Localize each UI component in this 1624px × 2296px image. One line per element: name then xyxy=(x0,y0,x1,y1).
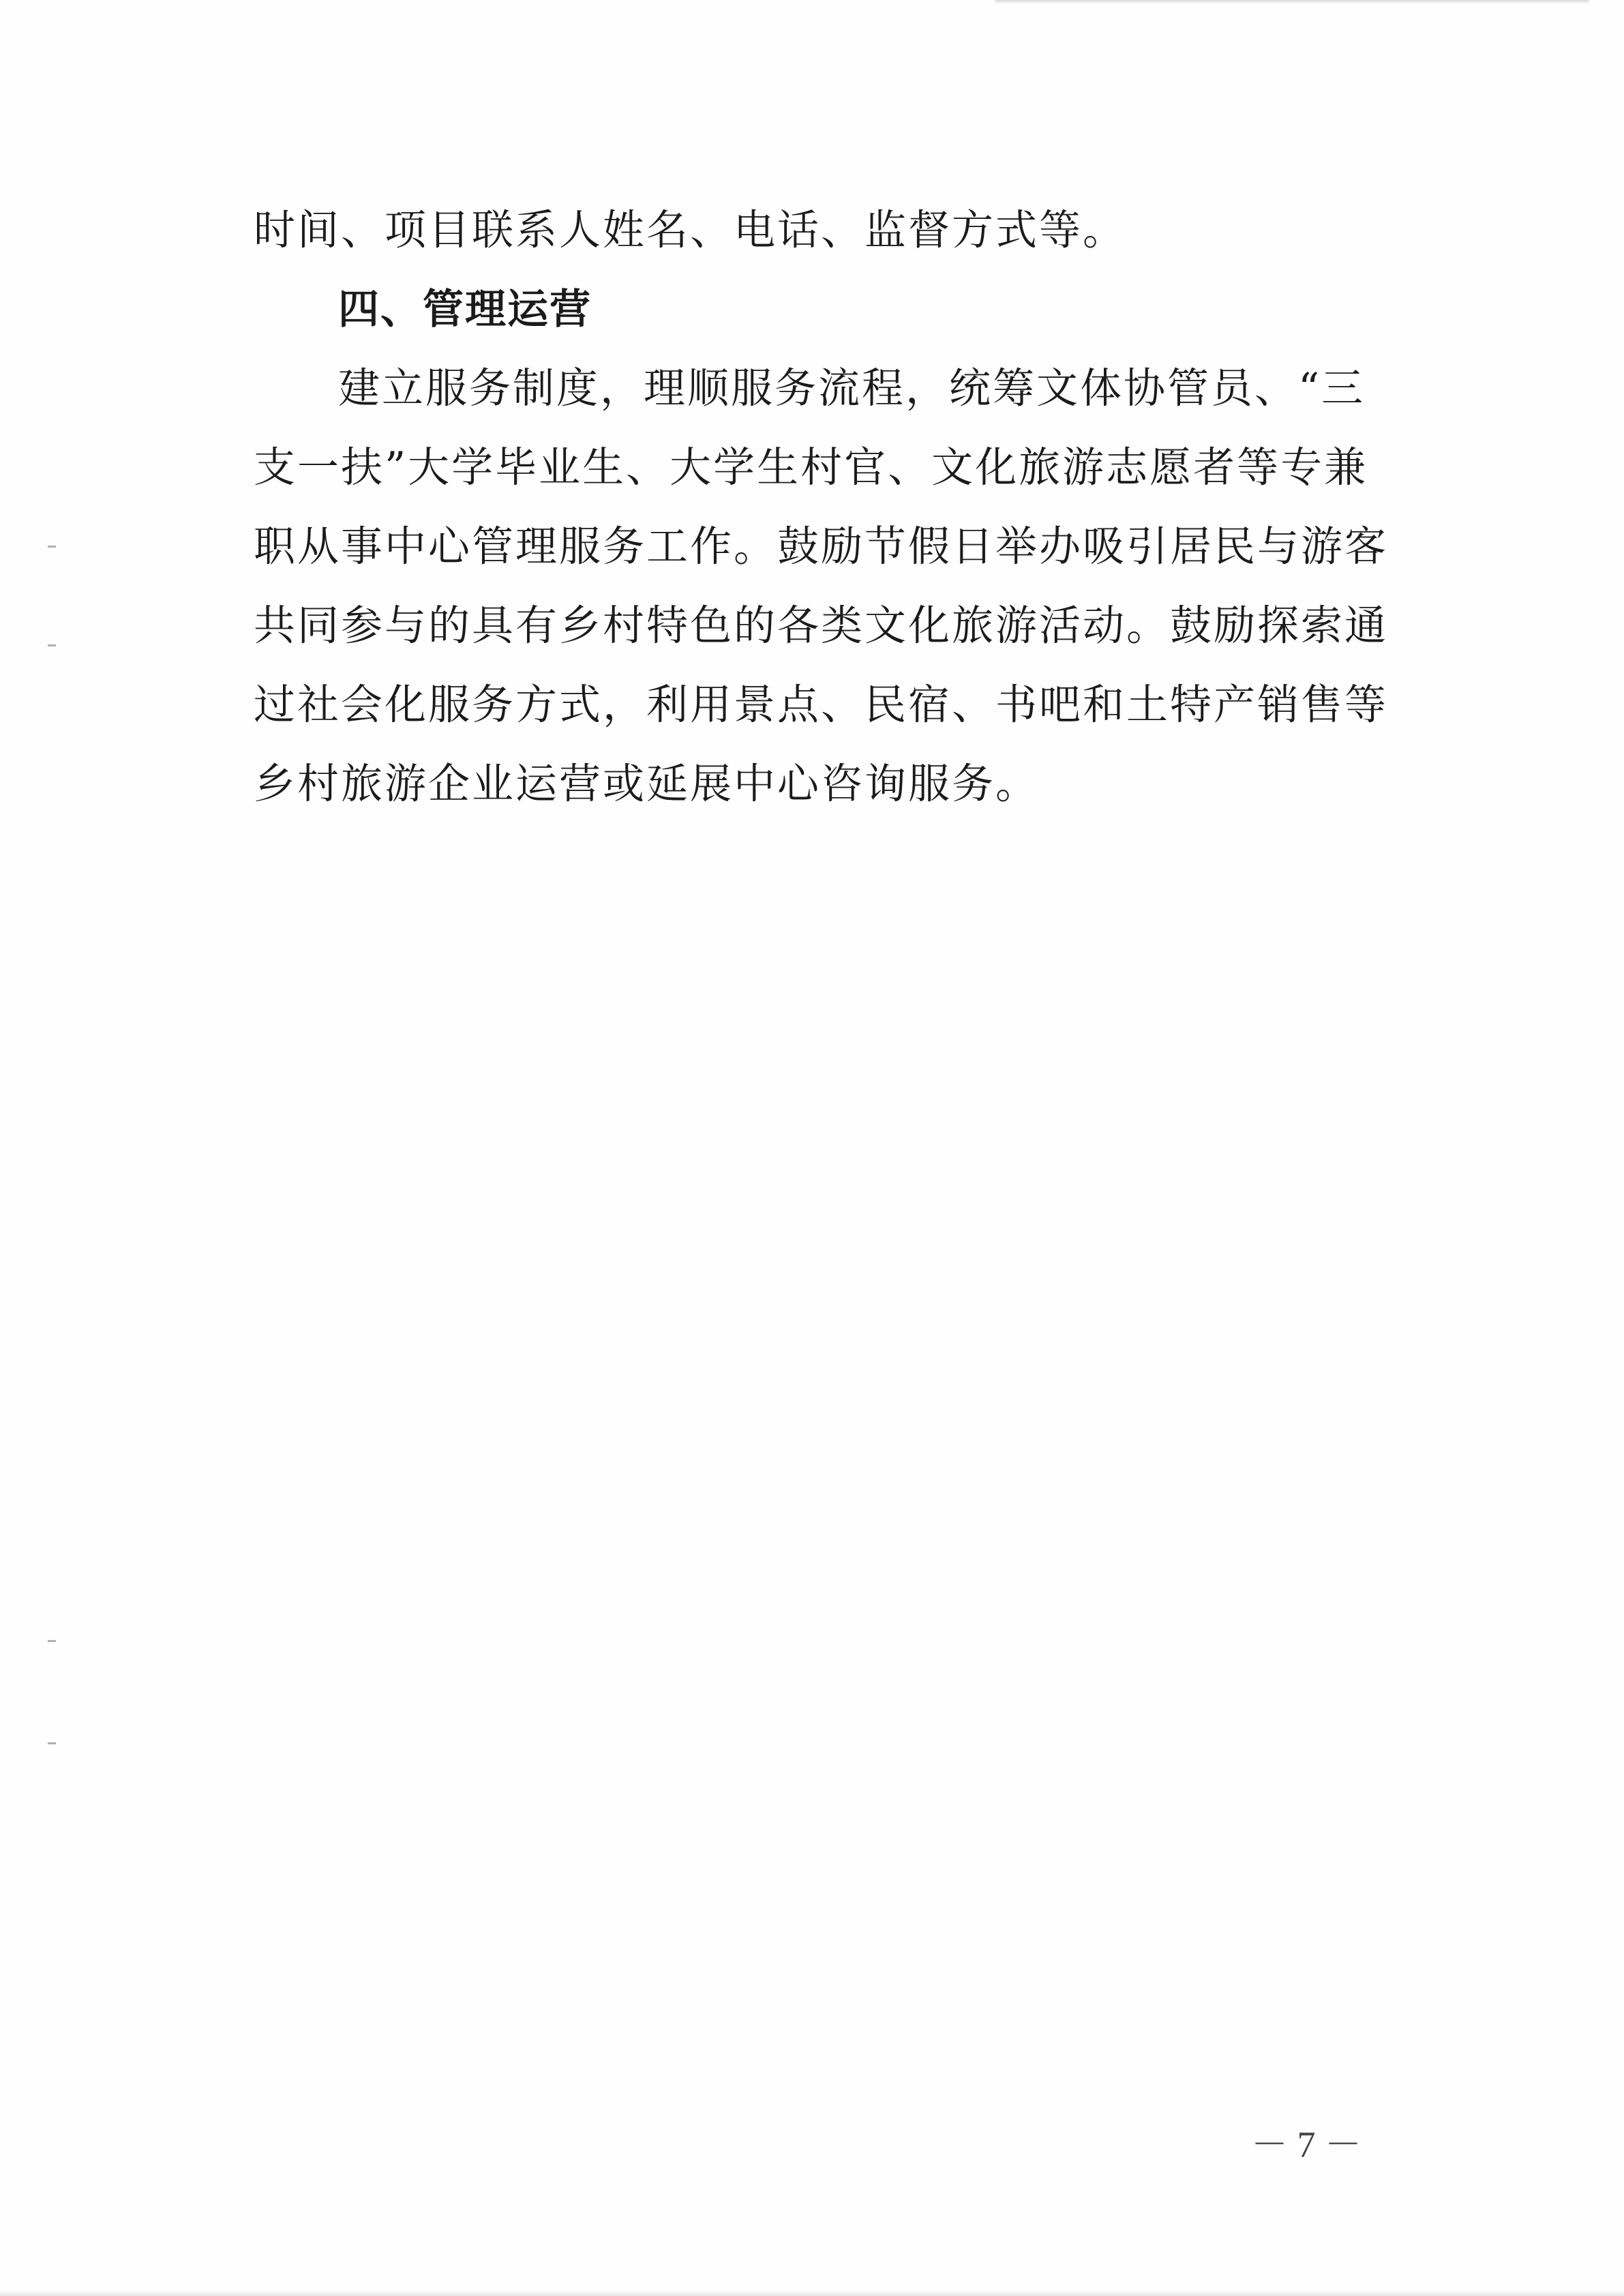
margin-mark xyxy=(48,546,56,548)
margin-mark xyxy=(48,644,56,646)
document-body xyxy=(254,191,1389,824)
paragraph-line: 支一扶”大学毕业生、大学生村官、文化旅游志愿者等专兼 xyxy=(254,443,1368,492)
scan-top-edge xyxy=(995,0,1589,4)
paragraph-line: 共同参与的具有乡村特色的各类文化旅游活动。鼓励探索通 xyxy=(254,601,1389,650)
margin-mark xyxy=(48,1640,56,1642)
paragraph-line: 建立服务制度，理顺服务流程，统筹文体协管员、“三 xyxy=(338,364,1366,413)
scan-bottom-edge xyxy=(0,2291,1624,2296)
section-heading: 四、管理运营 xyxy=(338,286,592,333)
paragraph-line: 时间、项目联系人姓名、电话、监督方式等。 xyxy=(254,206,1127,254)
paragraph-line: 过社会化服务方式，利用景点、民宿、书吧和土特产销售等 xyxy=(254,681,1389,729)
page-number: － 7 － xyxy=(1251,2124,1362,2165)
paragraph-line: 乡村旅游企业运营或延展中心咨询服务。 xyxy=(254,760,1040,808)
paragraph-line: 职从事中心管理服务工作。鼓励节假日举办吸引居民与游客 xyxy=(254,522,1389,571)
margin-mark xyxy=(48,1742,56,1744)
